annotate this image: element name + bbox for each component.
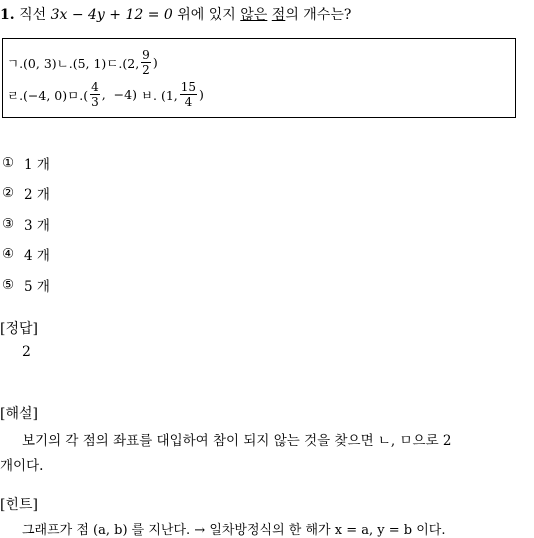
choices-row-1 — [7, 49, 158, 76]
option-marker-2: ② — [2, 185, 15, 201]
option-5[interactable] — [2, 275, 50, 295]
choice-point-4: ㄹ.(−4, 0) — [7, 87, 68, 103]
explanation-line-2: 개이다. — [0, 458, 44, 474]
fraction-9-2 — [141, 49, 151, 76]
option-marker-3: ③ — [2, 216, 15, 232]
option-text-3: 3 개 — [24, 218, 50, 234]
hint-text: 그래프가 점 (a, b) 를 지난다. → 일차방정식의 한 해가 x = a, y = b 이다. — [22, 523, 446, 538]
question-text-after: 의 개수는? — [285, 7, 352, 23]
fraction-4-3 — [90, 81, 100, 108]
fraction-numerator: 4 — [91, 80, 99, 94]
option-text-5: 5 개 — [24, 279, 50, 295]
question-line — [0, 4, 351, 24]
choice-point-6-prefix: ㅂ. (1, — [140, 87, 178, 103]
fraction-denominator: 3 — [91, 95, 99, 109]
option-text-1: 1 개 — [24, 157, 50, 173]
explanation-label: [해설] — [0, 406, 38, 422]
option-1[interactable] — [2, 153, 50, 173]
option-text-4: 4 개 — [24, 248, 50, 264]
option-marker-1: ① — [2, 155, 15, 171]
fraction-15-4 — [180, 81, 197, 108]
answer-label: [정답] — [0, 321, 38, 337]
fraction-denominator: 2 — [142, 63, 150, 77]
question-equation: 3x − 4y + 12 = 0 — [50, 7, 173, 23]
choice-point-1: ㄱ.(0, 3) — [7, 55, 57, 71]
option-2[interactable] — [2, 183, 50, 203]
question-text-before: 직선 — [19, 7, 51, 23]
choice-point-3-prefix: ㄷ.(2, — [106, 55, 140, 71]
question-number: 1. — [0, 7, 15, 23]
choices-box — [2, 38, 516, 118]
choice-point-3-suffix: ) — [152, 55, 158, 70]
choices-row-2 — [7, 81, 204, 108]
option-3[interactable] — [2, 214, 50, 234]
option-4[interactable] — [2, 244, 50, 264]
question-underlined-point: 점 — [271, 7, 286, 23]
choice-point-5-prefix: ㅁ.( — [67, 87, 89, 103]
choice-point-6-suffix: ) — [199, 87, 204, 102]
fraction-numerator: 9 — [142, 48, 150, 62]
fraction-denominator: 4 — [184, 95, 193, 109]
choice-point-2: ㄴ.(5, 1) — [56, 55, 107, 71]
option-text-2: 2 개 — [24, 187, 50, 203]
option-marker-5: ⑤ — [2, 277, 15, 293]
answer-value: 2 — [22, 344, 31, 360]
question-underlined-not: 않은 — [240, 7, 268, 23]
choice-point-5-suffix: , −4) — [101, 87, 141, 102]
hint-label: [힌트] — [0, 497, 38, 513]
option-marker-4: ④ — [2, 246, 15, 262]
question-text-mid: 위에 있지 — [172, 7, 241, 23]
fraction-numerator: 15 — [180, 80, 197, 94]
explanation-line-1: 보기의 각 점의 좌표를 대입하여 참이 되지 않는 것을 찾으면 ㄴ, ㅁ으로 2 — [22, 433, 452, 449]
